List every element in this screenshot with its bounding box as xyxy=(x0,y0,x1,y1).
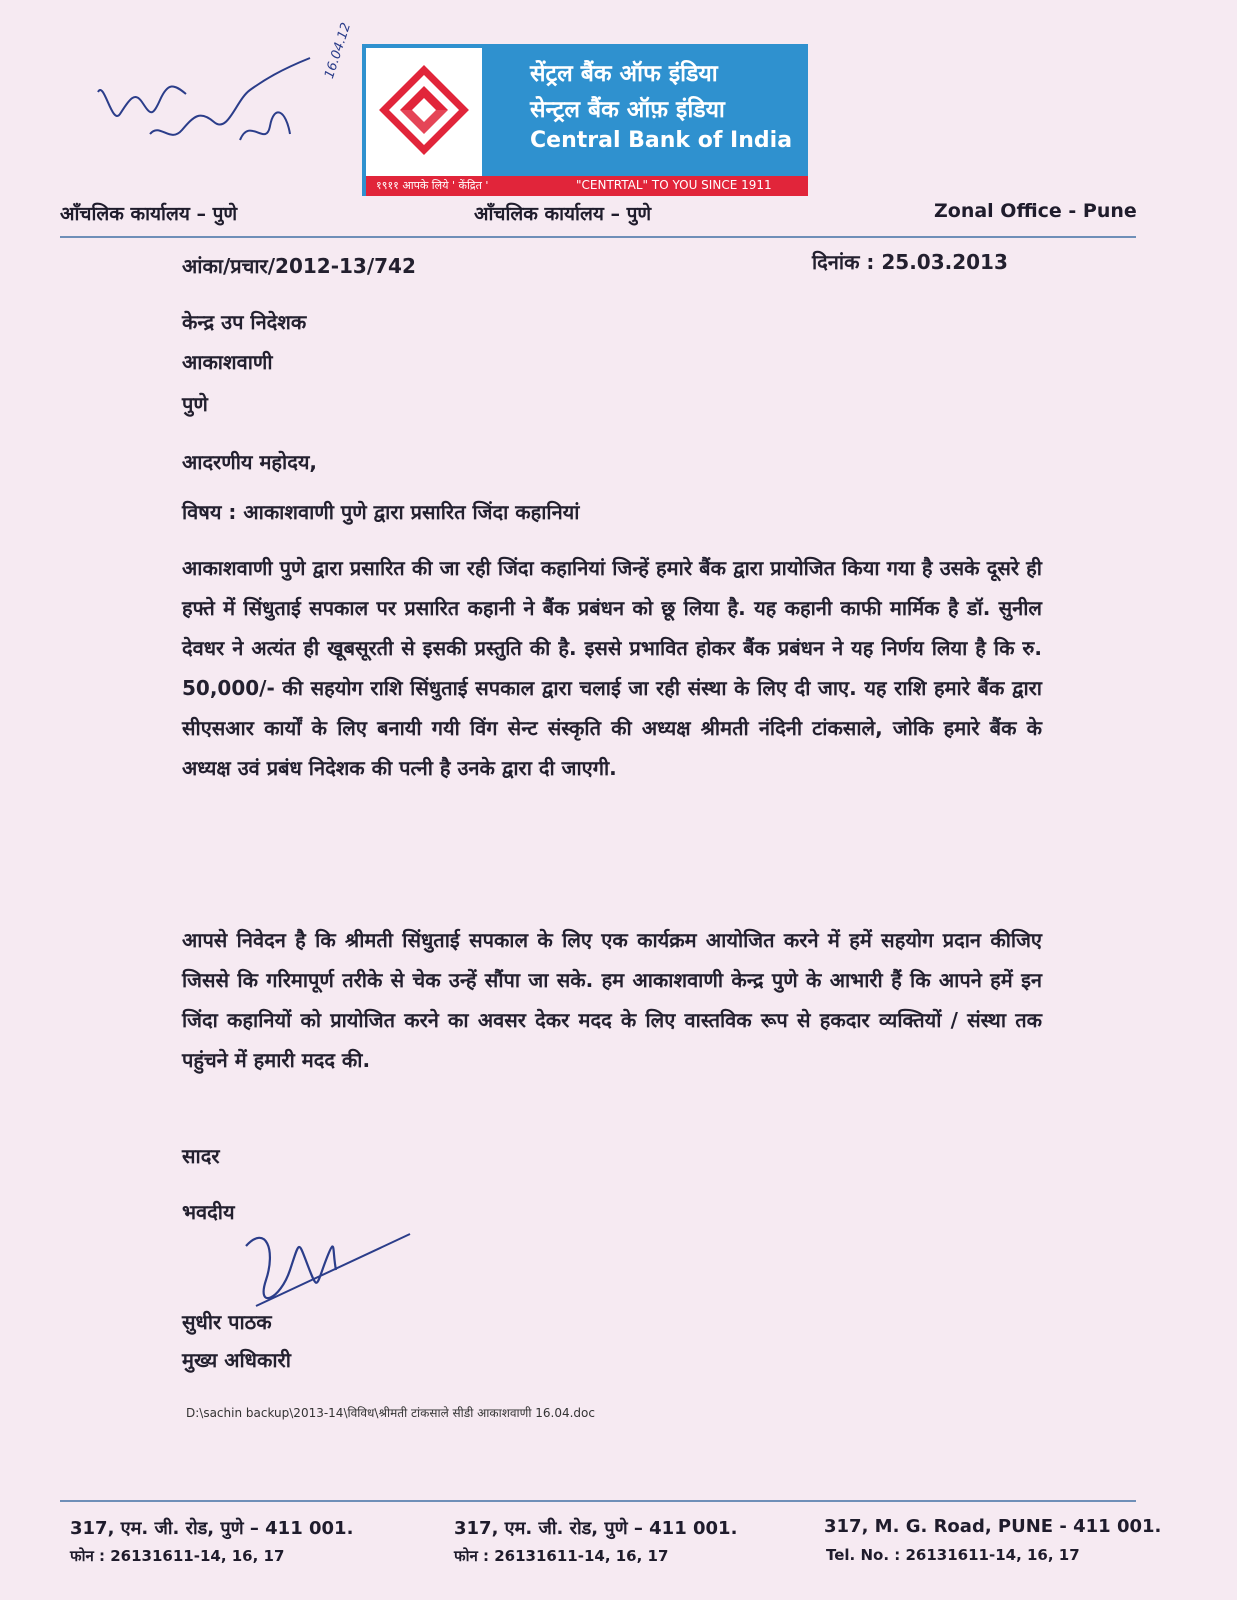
footer-address-right: 317, M. G. Road, PUNE - 411 001. xyxy=(824,1516,1162,1537)
file-path: D:\sachin backup\2013-14\विविध\श्रीमती टांकसाले सीडी आकाशवाणी 16.04.doc xyxy=(186,1406,595,1420)
footer-divider xyxy=(60,1500,1136,1502)
body-paragraph-1: आकाशवाणी पुणे द्वारा प्रसारित की जा रही जिंदा कहानियां जिन्हें हमारे बैंक द्वारा प्रायोजित किया गया है उसके दूसरे ही हफ्ते में सिंधुताई सपकाल पर प्रसारित कहानी ने बैंक प्रबंधन को छू लिया है. यह कहानी काफी मार्मिक है डॉ. सुनील देवधर ने अत्यंत ही खूबसूरती से इसकी प्रस्तुति की है. इससे प्रभावित होकर बैंक प्रबंधन ने यह निर्णय लिया है कि रु. 50,000/- की सहयोग राशि सिंधुताई सपकाल द्वारा चलाई जा रही संस्था के लिए दी जाए. यह राशि हमारे बैंक द्वारा सीएसआर कार्यों के लिए बनायी गयी विंग सेन्ट संस्कृति की अध्यक्ष श्रीमती नंदिनी टांकसाले, जोकि हमारे बैंक के अध्यक्ष उवं प्रबंध निदेशक की पत्नी है उनके द्वारा दी जाएगी. xyxy=(182,556,1042,780)
bank-name-hindi-1: सेंट्रल बैंक ऑफ इंडिया xyxy=(530,61,718,87)
office-name-left: आँचलिक कार्यालय – पुणे xyxy=(60,203,238,225)
handwritten-date: 16.04.12 xyxy=(322,20,355,81)
signer-designation: मुख्य अधिकारी xyxy=(182,1348,291,1372)
addressee-line: पुणे xyxy=(182,392,208,416)
handwritten-note xyxy=(90,30,350,160)
body-paragraph-2: आपसे निवेदन है कि श्रीमती सिंधुताई सपकाल के लिए एक कार्यक्रम आयोजित करने में हमें सहयोग प्रदान कीजिए जिससे कि गरिमापूर्ण तरीके से चेक उन्हें सौंपा जा सके. हम आकाशवाणी केन्द्र पुणे के आभारी हैं कि आपने हमें इन जिंदा कहानियों को प्रायोजित करने का अवसर देकर मदद के लिए वास्तविक रूप से हकदार व्यक्तियों / संस्था तक पहुंचने में हमारी मदद की. xyxy=(182,928,1042,1072)
addressee-line: केन्द्र उप निदेशक xyxy=(182,310,307,334)
valediction: भवदीय xyxy=(182,1200,235,1224)
bank-name-english: Central Bank of India xyxy=(530,128,793,153)
tagline-english: "CENTRTAL" TO YOU SINCE 1911 xyxy=(576,178,772,192)
salutation: आदरणीय महोदय, xyxy=(182,450,318,474)
subject-line: विषय : आकाशवाणी पुणे द्वारा प्रसारित जिंदा कहानियां xyxy=(182,500,580,524)
office-name-right: Zonal Office - Pune xyxy=(934,200,1137,222)
addressee-line: आकाशवाणी xyxy=(182,350,273,374)
footer-phone-left: फोन : 26131611-14, 16, 17 xyxy=(70,1547,285,1565)
footer-phone-middle: फोन : 26131611-14, 16, 17 xyxy=(454,1547,669,1565)
bank-name-hindi-2: सेन्ट्रल बैंक ऑफ़ इंडिया xyxy=(530,97,725,123)
footer-tel-right: Tel. No. : 26131611-14, 16, 17 xyxy=(826,1546,1080,1564)
signature xyxy=(236,1210,426,1310)
closing: सादर xyxy=(182,1144,220,1168)
bank-emblem-icon xyxy=(376,62,472,158)
letter-date: दिनांक : 25.03.2013 xyxy=(812,250,1008,274)
office-name-middle: आँचलिक कार्यालय – पुणे xyxy=(474,203,652,225)
footer-address-left: 317, एम. जी. रोड, पुणे – 411 001. xyxy=(70,1518,354,1539)
signer-name: सुधीर पाठक xyxy=(182,1310,272,1334)
footer-address-middle: 317, एम. जी. रोड, पुणे – 411 001. xyxy=(454,1518,738,1539)
tagline-hindi: १९११ आपके लिये ' केंद्रित ' xyxy=(376,179,489,192)
header-divider xyxy=(60,236,1136,238)
reference-number: आंका/प्रचार/2012-13/742 xyxy=(182,254,416,278)
